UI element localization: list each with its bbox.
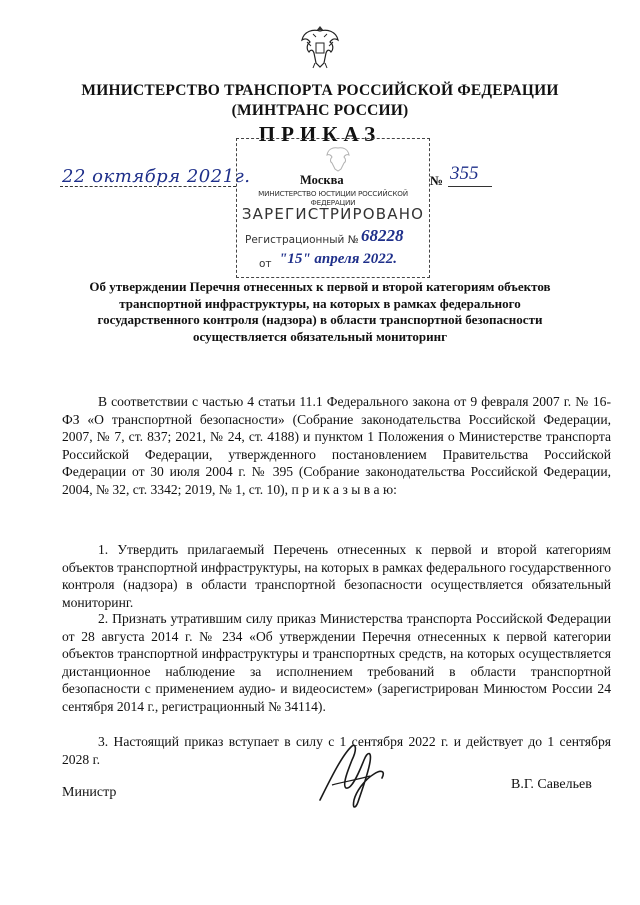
item-2-text: 2. Признать утратившим силу приказ Министерства транспорта Российской Федерации от 28 августа 2014 г. № 234 «Об утверждении Перечня отнесенных к первой категории объектов транспортной инфраструктуры и транспортных средств, на которых осуществляется дистанционное наблюдение за исполнением требований в области транспортной безопасности с применением аудио- и видеосистем» (зарегистрирован Минюстом России 24 сентября 2014 г., регистрационный № 34114). [62,611,611,714]
signer-position: Министр [62,785,117,800]
stamp-emblem-icon [325,145,351,173]
item-1-text: 1. Утвердить прилагаемый Перечень отнесенных к первой и второй категориям объектов транспортной инфраструктуры, на которых в рамках федерального государственного контроля (надзора) в области транспортной безопасности осуществляется обязательный мониторинг. [62,542,611,610]
city: Москва [300,173,344,187]
signer-name: В.Г. Савельев [511,777,592,792]
date-underline [60,186,236,187]
preamble-text: В соответствии с частью 4 статьи 11.1 Федерального закона от 9 февраля 2007 г. № 16-ФЗ «О транспортной безопасности» (Собрание законодательства Российской Федерации, 2007, № 7, ст. 837; 2021, № 24, ст. 4188) и пунктом 1 Положения о Министерстве транспорта Российской Федерации, утвержденного постановлением Правительства Российской Федерации от 30 июля 2004 г. № 395 (Собрание законодательства Российской Федерации, 2004, № 32, ст. 3342; 2019, № 1, ст. 10), п р и к а з ы в а ю: [62,394,611,497]
document-type: ПРИКАЗ [258,122,382,146]
registration-stamp [236,138,430,278]
item-3-text: 3. Настоящий приказ вступает в силу с 1 сентября 2022 г. и действует до 1 сентября 2028 г. [62,734,611,767]
item-1-paragraph [62,541,611,611]
item-2-paragraph [62,610,611,716]
order-date: 22 октября 2021г. [62,166,251,187]
number-underline [448,186,492,187]
coat-of-arms-icon [299,22,341,70]
preamble-paragraph [62,393,611,499]
stamp-reg-number: 68228 [361,226,404,245]
stamp-reg-label: Регистрационный № [245,234,359,246]
signature-icon [312,740,392,815]
stamp-reg-date: "15" апреля 2022. [279,251,397,267]
order-number: 355 [450,163,479,184]
stamp-status: ЗАРЕГИСТРИРОВАНО [241,205,425,223]
stamp-date-label: от [259,258,272,270]
ministry-abbr: (МИНТРАНС РОССИИ) [231,102,409,119]
ministry-name: МИНИСТЕРСТВО ТРАНСПОРТА РОССИЙСКОЙ ФЕДЕРАЦИИ [81,82,559,99]
stamp-agency: МИНИСТЕРСТВО ЮСТИЦИИ РОССИЙСКОЙ ФЕДЕРАЦИИ [258,189,408,207]
number-prefix: № [430,173,444,188]
order-subject: Об утверждении Перечня отнесенных к первой и второй категориям объектов транспортной инфраструктуры, на которых в рамках федерального государственного контроля (надзора) в области транспортной безопасности осуществляется обязательный мониторинг [89,279,551,344]
